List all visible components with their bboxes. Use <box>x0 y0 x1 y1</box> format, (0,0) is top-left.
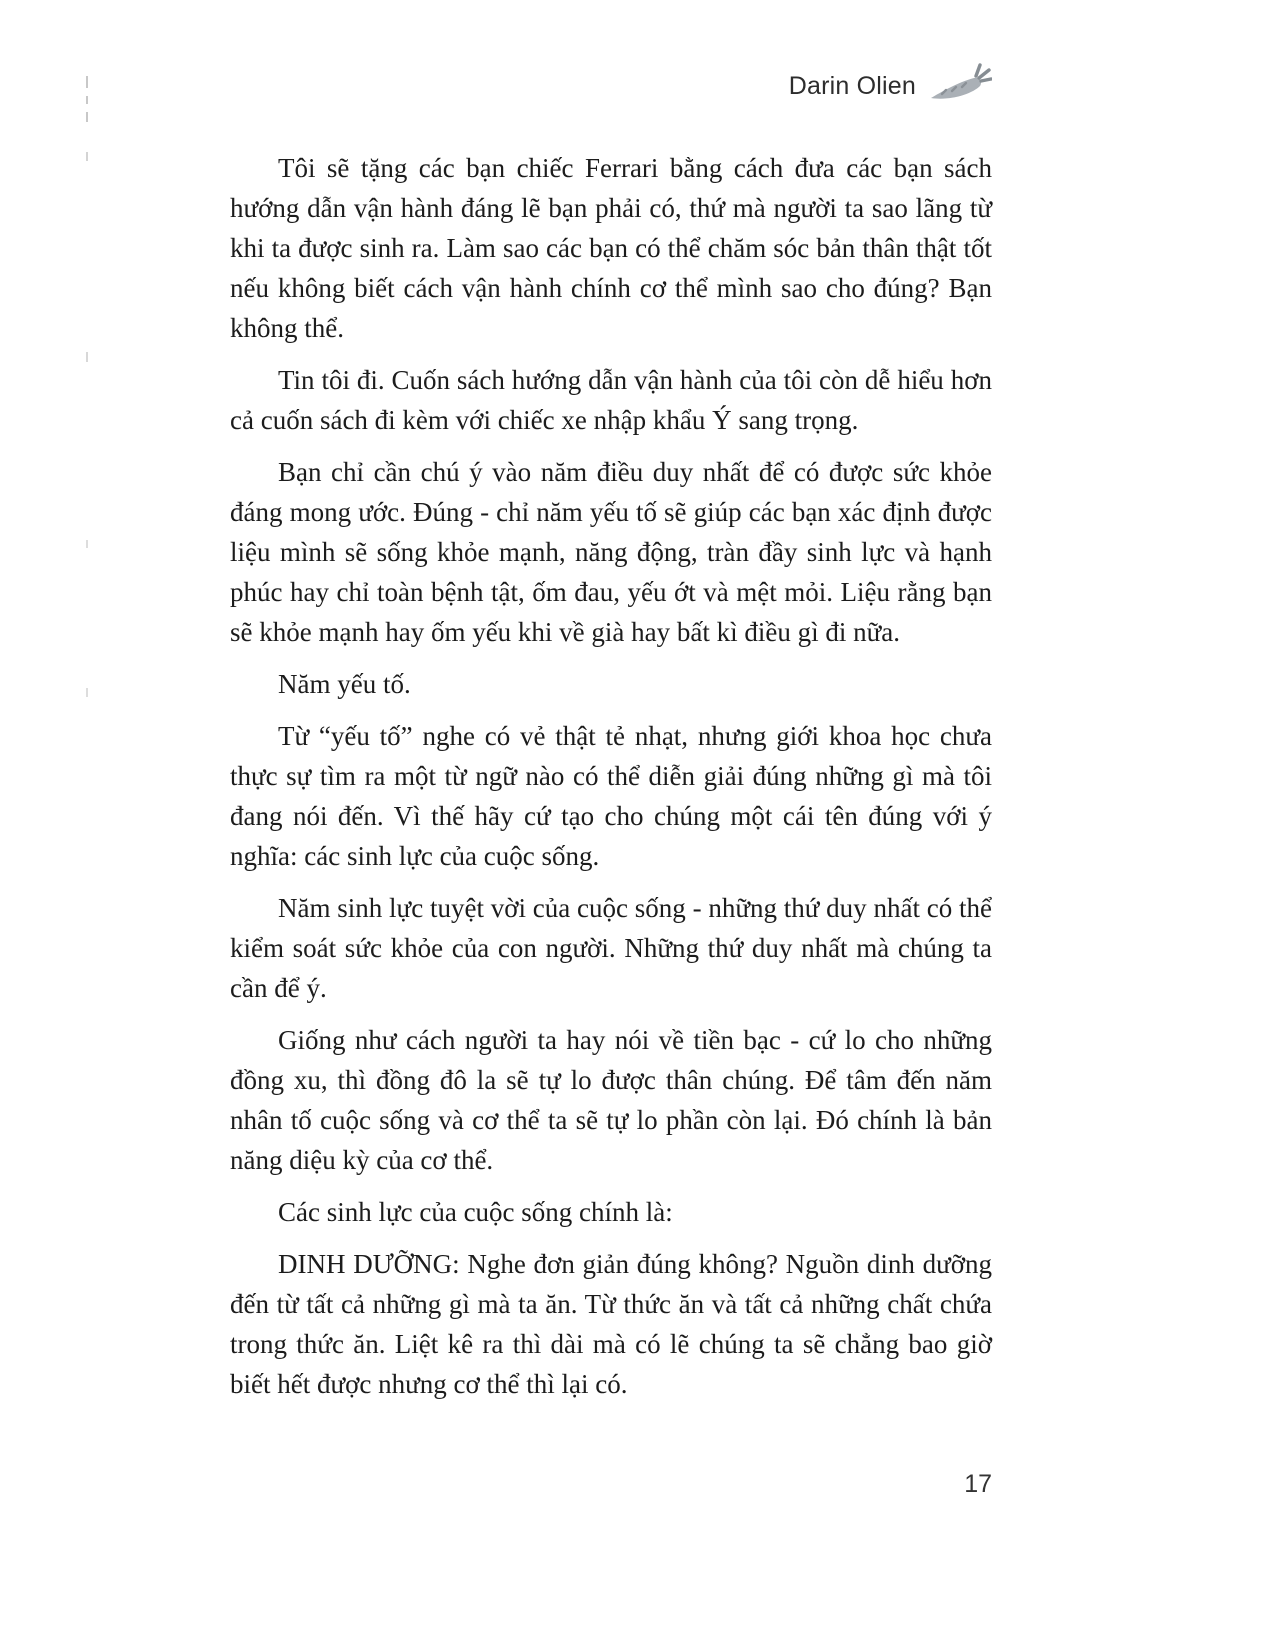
paragraph: Bạn chỉ cần chú ý vào năm điều duy nhất để có được sức khỏe đáng mong ước. Đúng - chỉ năm yếu tố sẽ giúp các bạn xác định được liệu mình sẽ sống khỏe mạnh, năng động, tràn đầy sinh lực và hạnh phúc hay chỉ toàn bệnh tật, ốm đau, yếu ớt và mệt mỏi. Liệu rằng bạn sẽ khỏe mạnh hay ốm yếu khi về già hay bất kì điều gì đi nữa. <box>230 457 992 647</box>
page-body <box>230 148 992 1416</box>
paragraph: Tin tôi đi. Cuốn sách hướng dẫn vận hành của tôi còn dễ hiểu hơn cả cuốn sách đi kèm với chiếc xe nhập khẩu Ý sang trọng. <box>230 365 992 435</box>
paragraph: Giống như cách người ta hay nói về tiền bạc - cứ lo cho những đồng xu, thì đồng đô la sẽ tự lo được thân chúng. Để tâm đến năm nhân tố cuộc sống và cơ thể ta sẽ tự lo phần còn lại. Đó chính là bản năng diệu kỳ của cơ thể. <box>230 1025 992 1175</box>
paragraph: Tôi sẽ tặng các bạn chiếc Ferrari bằng cách đưa các bạn sách hướng dẫn vận hành đáng lẽ bạn phải có, thứ mà người ta sao lãng từ khi ta được sinh ra. Làm sao các bạn có thể chăm sóc bản thân thật tốt nếu không biết cách vận hành chính cơ thể mình sao cho đúng? Bạn không thể. <box>230 153 992 343</box>
carrot-icon <box>926 62 992 110</box>
author-name: Darin Olien <box>788 71 916 100</box>
page-number: 17 <box>964 1470 992 1498</box>
paragraph: Từ “yếu tố” nghe có vẻ thật tẻ nhạt, nhưng giới khoa học chưa thực sự tìm ra một từ ngữ nào có thể diễn giải đúng những gì mà tôi đang nói đến. Vì thế hãy cứ tạo cho chúng một cái tên đúng với ý nghĩa: các sinh lực của cuộc sống. <box>230 721 992 871</box>
paragraph: Năm yếu tố. <box>278 669 411 699</box>
paragraph: DINH DƯỠNG: Nghe đơn giản đúng không? Nguồn dinh dưỡng đến từ tất cả những gì mà ta ăn. Từ thức ăn và tất cả những chất chứa trong thức ăn. Liệt kê ra thì dài mà có lẽ chúng ta sẽ chẳng bao giờ biết hết được nhưng cơ thể thì lại có. <box>230 1249 992 1399</box>
paragraph: Năm sinh lực tuyệt vời của cuộc sống - những thứ duy nhất có thể kiểm soát sức khỏe của con người. Những thứ duy nhất mà chúng ta cần để ý. <box>230 893 992 1003</box>
scan-artifact-marks <box>86 0 90 1650</box>
page-footer <box>230 1470 992 1499</box>
page-header <box>230 60 992 112</box>
paragraph: Các sinh lực của cuộc sống chính là: <box>278 1197 673 1227</box>
